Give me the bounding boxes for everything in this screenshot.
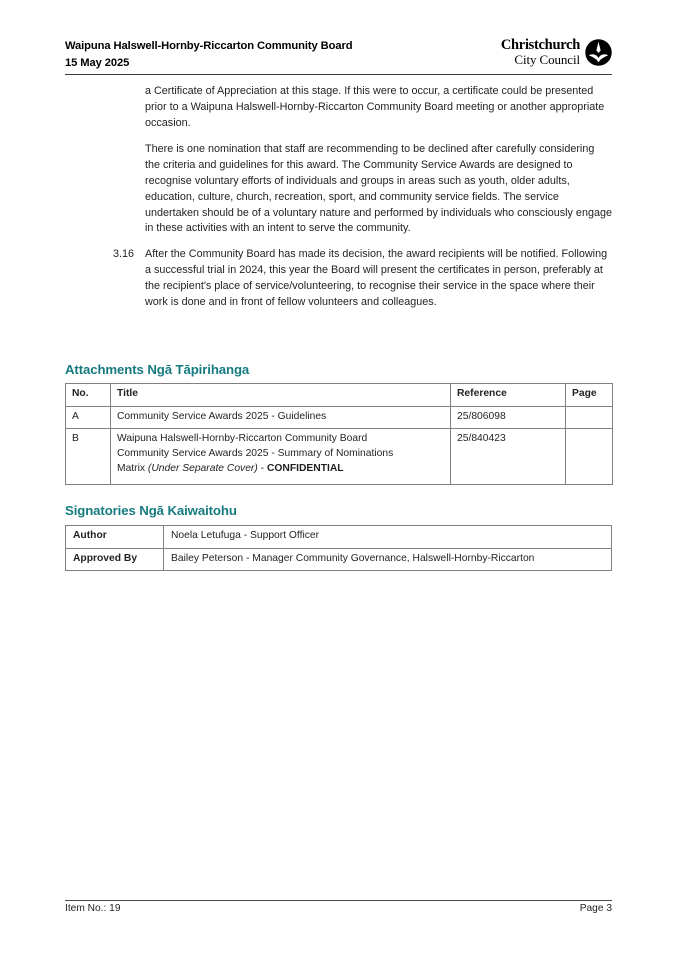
signatories-table [65, 525, 612, 571]
signatory-role-approved-by: Approved By [66, 548, 164, 571]
page-footer [65, 903, 612, 914]
signatories-heading: Signatories Ngā Kaiwaitohu [65, 503, 237, 518]
clause-number: 3.16 [113, 248, 135, 261]
header-divider [65, 74, 612, 75]
table-row [66, 526, 612, 549]
clause-text: After the Community Board has made its decision, the award recipients will be notified. Following a successful trial in 2024, this year the Board will present the certificates in person, preferably at the recipient's place of service/volunteering, to recognise their service in the space where their work is done and in front of fellow volunteers and colleagues. [145, 248, 608, 308]
paragraph-continued: a Certificate of Appreciation at this stage. If this were to occur, a certificate could be presented prior to a Waipuna Halswell-Hornby-Riccarton Community Board meeting or another appropriate occasion. [145, 85, 605, 129]
attachments-table [65, 383, 613, 485]
attachment-title-separator: - [257, 462, 267, 474]
christchurch-city-council-logo [501, 39, 612, 66]
footer-item-number: Item No.: 19 [65, 903, 121, 914]
signatory-name-approved-by: Bailey Peterson - Manager Community Governance, Halswell-Hornby-Riccarton [164, 548, 612, 571]
logo-line-city-council: City Council [514, 51, 580, 67]
column-header-page: Page [566, 384, 613, 407]
attachment-no: A [66, 406, 111, 429]
attachment-title: Community Service Awards 2025 - Guidelines [111, 406, 451, 429]
attachment-confidential-label: CONFIDENTIAL [266, 462, 344, 474]
header-meeting-date: 15 May 2025 [65, 57, 130, 69]
logo-line-christchurch: Christchurch [500, 37, 580, 53]
attachment-page [566, 406, 613, 429]
ccc-chalice-icon [585, 39, 612, 66]
footer-divider [65, 900, 612, 901]
attachments-heading: Attachments Ngā Tāpirihanga [65, 362, 250, 377]
attachment-title [111, 429, 451, 485]
table-row [66, 548, 612, 571]
header-title-block [65, 38, 352, 72]
attachment-title-line-2: Community Service Awards 2025 - Summary of Nominations [117, 447, 394, 459]
column-header-title: Title [111, 384, 451, 407]
attachment-title-line-3-prefix: Matrix [117, 462, 148, 474]
attachment-no: B [66, 429, 111, 485]
column-header-no: No. [66, 384, 111, 407]
attachment-page [566, 429, 613, 485]
page-header [65, 38, 612, 76]
paragraph-declined-nomination: There is one nomination that staff are recommending to be declined after carefully considering the criteria and guidelines for this award. The Community Service Awards are designed to recognise voluntary efforts of individuals and groups in areas such as youth, older adults, education, culture, church, recreation, sport, and community service fields. The service undertaken should be of a voluntary nature and performed by individuals who consciously engage in these activities with an intent to serve the community. [145, 143, 612, 235]
attachment-reference: 25/840423 [451, 429, 566, 485]
document-body [65, 84, 612, 310]
attachment-title-under-separate-cover: (Under Separate Cover) [147, 462, 258, 474]
signatory-name-author: Noela Letufuga - Support Officer [164, 526, 612, 549]
table-row [66, 429, 613, 485]
clause-3-16 [65, 247, 612, 310]
logo-wordmark [501, 39, 580, 66]
header-board-name: Waipuna Halswell-Hornby-Riccarton Community Board [65, 40, 353, 52]
column-header-reference: Reference [451, 384, 566, 407]
attachment-reference: 25/806098 [451, 406, 566, 429]
table-header-row [66, 384, 613, 407]
signatory-role-author: Author [66, 526, 164, 549]
table-row [66, 406, 613, 429]
footer-page-number: Page 3 [579, 903, 612, 914]
attachment-title-line-1: Waipuna Halswell-Hornby-Riccarton Community Board [117, 433, 368, 445]
